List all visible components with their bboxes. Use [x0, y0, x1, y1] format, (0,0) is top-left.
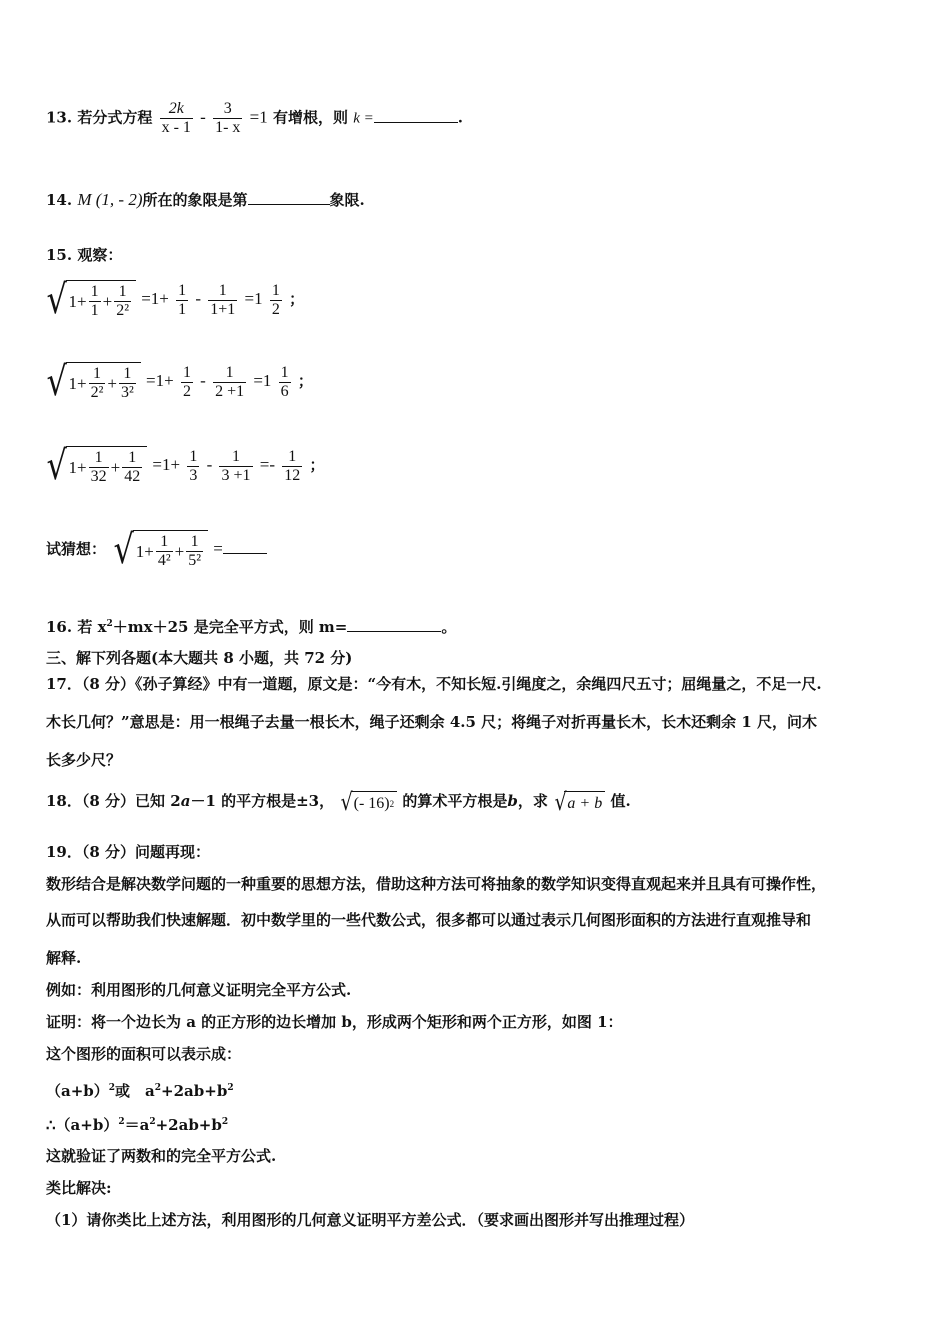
sqrt-expression: √ a + b [553, 790, 605, 814]
q15-guess: 试猜想： √ 1+ $\frac{1}{\text{4²}}$ + $\frac{1}{\text{5²}}$ = [46, 530, 267, 570]
q14-text: 所在的象限是第 [142, 191, 248, 209]
answer-blank[interactable] [374, 108, 458, 123]
sqrt-expression: √ (- 16) 2 [339, 790, 397, 814]
question-15-title: 15. 观察： [46, 246, 123, 264]
q15-row-2: √ 1+ $\frac{1}{\text{2²}}$ + $\frac{1}{\text{3²}}$ =1+ $\frac{1}{2}$ - $\frac{1}{2 +1}$ =1 $\frac{1}{6}$ ； [44, 362, 313, 402]
question-18: 18．（8 分）已知 2a－1 的平方根是±3， √ (- 16) 2 的算术平方根是b，求 √ a + b 值. [46, 788, 631, 816]
guess-label: 试猜想： [46, 540, 107, 558]
sqrt-expression: √ 1+ $\frac{1}{\text{4²}}$ + $\frac{1}{\text{5²}}$ [111, 530, 208, 570]
q14-number: 14. [46, 191, 73, 209]
section-heading: 三、解下列各题(本大题共 8 小题，共 72 分) [46, 649, 353, 667]
question-19: 19．（8 分）问题再现： 数形结合是解决数学问题的一种重要的思想方法，借助这种方法可将抽象的数学知识变得直观起来并且具有可操作性， 从而可以帮助我们快速解题．初中数学里的一些代数公式，很多都可以通过表示几何图形面积的方法进行直观推导和 解释. 例如：利用图形的几何意义证明完全平方公式. 证明：将一个边长为 a 的正方形的边长增加 b，形成两个矩形和两个正方形，如图 1： 这个图形的面积可以表示成： $(a+b)^2$或 $a^2+2ab+b^2$ $\therefore(a+b)^2=a^2+2ab+b^2$ 这就验证了两数和的完全平方公式. 类比解决: （1）请你类比上述方法，利用图形的几何意义证明平方差公式．（要求画出图形并写出推理过程） [46, 842, 916, 1230]
q14-point: M (1, - 2) [77, 190, 143, 209]
q13-var: k = [353, 110, 374, 127]
sqrt-expression: √ 1+ $\frac{1}{1}$ + $\frac{1}{\text{2²}}$ [44, 280, 136, 320]
answer-blank[interactable] [347, 617, 441, 632]
question-13: 13. 若分式方程 $\frac{2k}{x - 1}$ - $\frac{3}{1- x}$ =1 有增根，则 k = . [46, 100, 463, 136]
formula-line-1: $(a+b)^2$或 $a^2+2ab+b^2$ [46, 1082, 234, 1100]
q13-fraction-1: $\frac{2k}{x - 1}$ [161, 100, 191, 136]
q13-fraction-2: $\frac{3}{1- x}$ [215, 100, 241, 136]
q15-row-1: √ 1+ $\frac{1}{1}$ + $\frac{1}{\text{2²}}$ =1+ $\frac{1}{1}$ - $\frac{1}{1+1}$ =1 $\frac{1}{2}$ ； [44, 280, 304, 320]
q13-prefix: 若分式方程 [77, 108, 153, 127]
question-16: 16. 若 $x^2+mx+25$ 是完全平方式，则 m= 。 [46, 618, 457, 636]
q13-number: 13. [46, 108, 73, 127]
question-14: 14. M (1, - 2)所在的象限是第 象限. [46, 190, 365, 209]
answer-blank[interactable] [223, 539, 267, 554]
q15-row-3: √ 1+ $\frac{1}{32}$ + $\frac{1}{42}$ =1+ $\frac{1}{3}$ - $\frac{1}{3 +1}$ =- $\frac{1}{12}$ ； [44, 446, 324, 486]
answer-blank[interactable] [248, 190, 330, 205]
formula-line-2: $\therefore(a+b)^2=a^2+2ab+b^2$ [46, 1116, 229, 1134]
sqrt-expression: √ 1+ $\frac{1}{\text{2²}}$ + $\frac{1}{\text{3²}}$ [44, 362, 141, 402]
sqrt-expression: √ 1+ $\frac{1}{32}$ + $\frac{1}{42}$ [44, 446, 147, 486]
question-17: 17．（8 分）《孙子算经》中有一道题，原文是：“今有木，不知长短.引绳度之，余绳四尺五寸；屈绳量之，不足一尺. 木长几何？”意思是：用一根绳子去量一根长木，绳子还剩余 4.5 尺；将绳子对折再量长木，长木还剩余 1 尺，问木 长多少尺？ [46, 675, 822, 769]
q13-middle: 有增根，则 [272, 108, 348, 127]
